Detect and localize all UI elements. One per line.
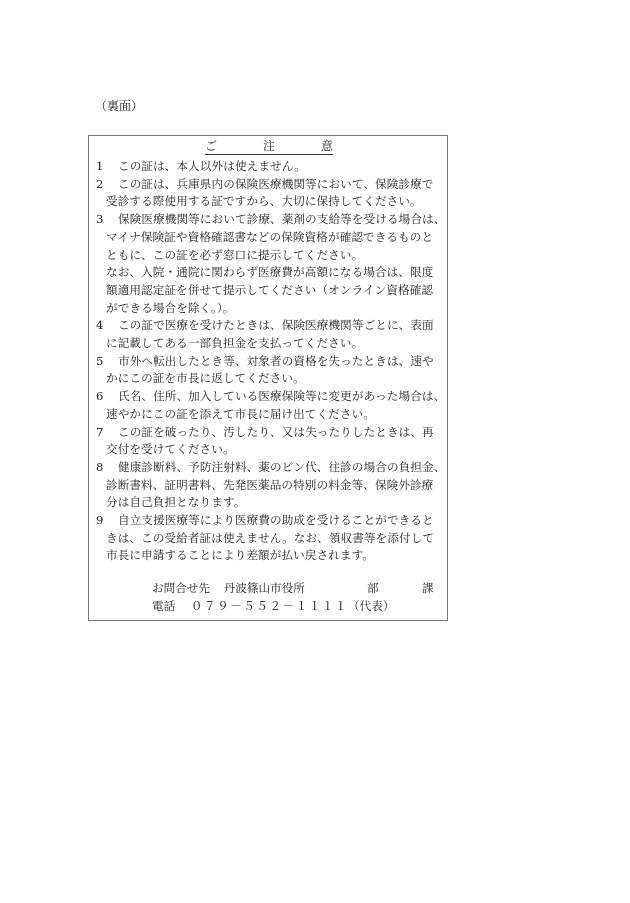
item-text: きは、この受給者証は使えません。なお、領収書等を添付して [106,530,435,545]
item-text: この証は、兵庫県内の保険医療機関等において、保険診療で [118,176,434,191]
item-text: マイナ保険証や資格確認書などの保険資格が確認できるものと [106,229,434,244]
notice-line [96,424,434,441]
notice-line [106,247,363,264]
item-text: ともに、この証を必ず窓口に提示してください。 [106,247,364,262]
notice-line [96,158,306,175]
title-char: 意 [320,139,333,153]
item-text: 市外へ転出したとき等、対象者の資格を失ったときは、速や [118,353,434,368]
notice-line [106,494,245,511]
title-char: 注 [262,139,275,153]
item-text: この証を破ったり、汚したり、又は失ったりしたときは、再 [118,424,434,439]
item-number: 3 [96,212,104,227]
notice-line [106,229,433,246]
item-text: かにこの証を市長に返してください。 [106,371,305,386]
notice-line [106,547,374,564]
item-text: なお、入院・通院に関わらず医療費が高額になる場合は、限度 [106,265,434,280]
notice-line [96,388,445,405]
contact-label: お問合せ先 [152,581,210,595]
notice-line [106,282,433,299]
item-text: 診断書料、証明書料、先発医薬品の特別の料金等、保険外診療 [106,477,434,492]
item-text: 保険医療機関等において診療、薬剤の支給等を受ける場合は、 [118,212,446,227]
notice-line [106,441,235,458]
item-number: 9 [96,513,104,527]
contact-line [152,581,305,596]
item-text: 額適用認定証を併せて提示してください（オンライン資格確認 [106,282,434,297]
item-text: ができる場合を除く。）。 [106,300,235,315]
notice-line [96,211,445,228]
office-name: 丹波篠山市役所 [223,581,305,595]
phone-number: ０７９－５５２－１１１１ [190,599,349,613]
notice-line [106,406,375,423]
item-number: 6 [96,389,104,404]
item-text: 受診する際使用する証ですから、大切に保持してください。 [106,194,422,209]
title-char: ご [205,139,218,153]
item-text: 速やかにこの証を添えて市長に届け出てください。 [106,406,375,421]
item-text: 健康診断料、予防注射料、薬のビン代、往診の場合の負担金、 [118,459,446,474]
item-text: この証は、本人以外は使えません。 [118,159,306,173]
side-label: （裏面） [95,99,144,113]
notice-line [96,512,434,529]
notice-line [96,353,434,370]
item-text: この証で医療を受けたときは、保険医療機関等ごとに、表面 [118,318,434,333]
item-number: 1 [96,159,104,173]
notice-line [96,459,445,476]
notice-line [106,370,305,387]
phone-line [152,599,394,614]
item-number: 8 [96,459,104,474]
item-text: 氏名、住所、加入している医療保険等に変更があった場合は、 [118,389,446,404]
item-number: 7 [96,424,104,439]
dept-label: 部 [367,581,379,595]
notice-title [205,139,333,155]
item-text: に記載してある一部負担金を支払ってください。 [106,336,364,350]
item-number: 4 [96,318,104,333]
item-text: 市長に申請することにより差額が払い戻されます。 [106,548,375,563]
item-number: 2 [96,176,104,191]
phone-label: 電話 [152,599,176,613]
item-number: 5 [96,353,104,368]
notice-line [106,335,363,352]
notice-line [106,300,235,317]
notice-line [106,477,433,494]
notice-line [106,193,422,210]
item-text: 自立支援医療等により医療費の助成を受けることができると [118,513,434,527]
section-label: 課 [422,581,434,595]
notice-line [96,176,434,193]
item-text: 分は自己負担となります。 [106,495,246,510]
notice-line [106,530,434,547]
item-text: 交付を受けてください。 [106,442,235,457]
notice-line [96,317,434,334]
phone-note: （代表） [348,599,395,613]
notice-line [106,264,433,281]
